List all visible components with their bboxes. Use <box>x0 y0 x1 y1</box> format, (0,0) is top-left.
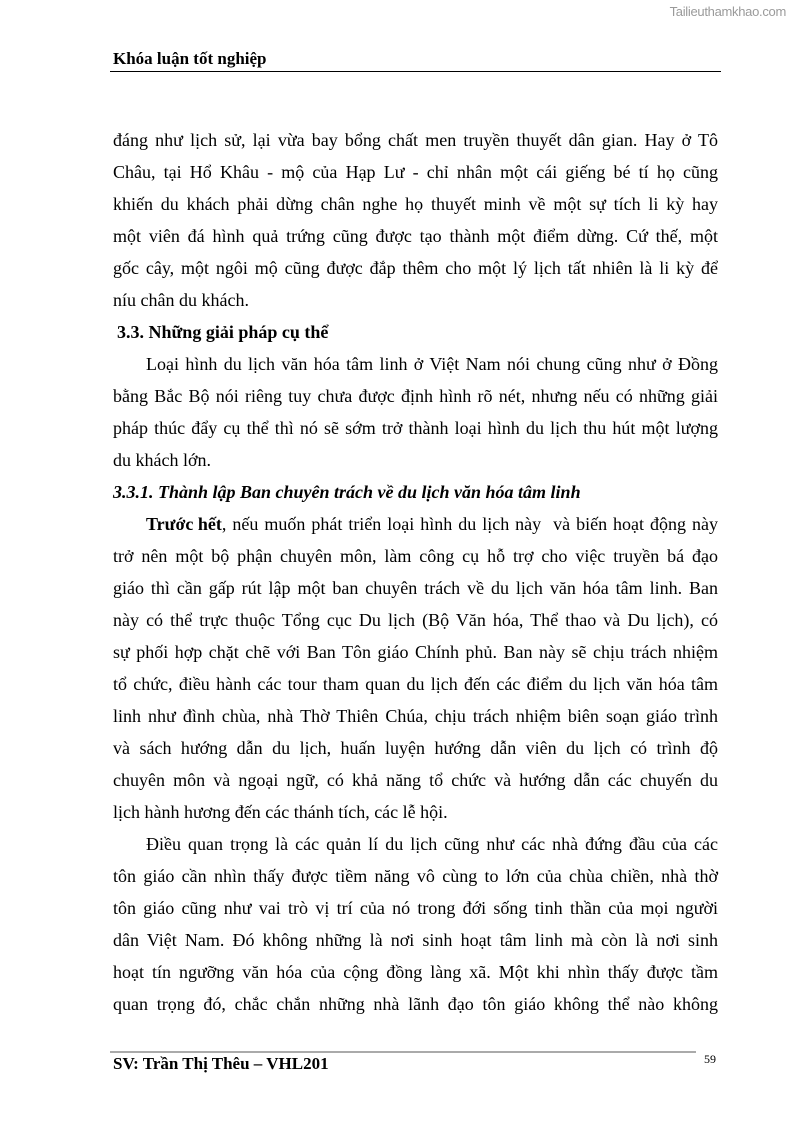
text-line: đáng như lịch sử, lại vừa bay bổng chất men truyền thuyết dân gian. Hay ở Tô <box>113 130 718 150</box>
text-line <box>113 508 718 540</box>
paragraph <box>113 828 718 1020</box>
text-line: sự phối hợp chặt chẽ với Ban Tôn giáo Chính phủ. Ban này sẽ chịu trách nhiệm <box>113 642 718 662</box>
text-line-rest: , nếu muốn phát triển loại hình du lịch này và biến hoạt động này <box>221 514 718 534</box>
text-line: Loại hình du lịch văn hóa tâm linh ở Việt Nam nói chung cũng như ở Đồng <box>146 354 718 374</box>
text-line: tôn giáo cũng như vai trò vị trí của nó trong đới sống tinh thần của mọi người <box>113 898 718 918</box>
footer-author: SV: Trần Thị Thêu – VHL201 <box>113 1054 329 1073</box>
text-line: và sách hướng dẫn du lịch, huấn luyện hướng dẫn viên du lịch có trình độ <box>113 738 718 758</box>
footer-rule <box>110 1051 696 1053</box>
text-line: quan trọng đó, chắc chắn những nhà lãnh đạo tôn giáo không thể nào không <box>113 994 718 1014</box>
text-line: gốc cây, một ngôi mộ cũng được đắp thêm cho một lý lịch tất nhiên là li kỳ để <box>113 258 718 278</box>
section-heading: 3.3. Những giải pháp cụ thể <box>117 322 329 342</box>
text-line: hoạt tín ngưỡng văn hóa của cộng đồng làng xã. Một khi nhìn thấy được tầm <box>113 962 718 982</box>
text-line: Điều quan trọng là các quản lí du lịch cũng như các nhà đứng đầu của các <box>146 834 718 854</box>
running-header: Khóa luận tốt nghiệp <box>113 49 267 68</box>
header-rule <box>110 71 721 72</box>
text-line: dân Việt Nam. Đó không những là nơi sinh hoạt tâm linh mà còn là nơi sinh <box>113 930 718 950</box>
text-line: du khách lớn. <box>113 450 211 470</box>
page-number: 59 <box>704 1052 716 1066</box>
text-line: chuyên môn và ngoại ngữ, có khả năng tổ chức và hướng dẫn các chuyến du <box>113 770 718 790</box>
text-line: pháp thúc đẩy cụ thể thì nó sẽ sớm trở thành loại hình du lịch thu hút một lượng <box>113 418 718 438</box>
bold-lead: Trước hết <box>146 514 222 534</box>
text-line: này có thể trực thuộc Tổng cục Du lịch (Bộ Văn hóa, Thể thao và Du lịch), có <box>113 610 718 630</box>
document-body <box>113 124 718 1020</box>
text-line: bằng Bắc Bộ nói riêng tuy chưa được định hình rõ nét, nhưng nếu có những giải <box>113 386 718 406</box>
text-line: khiến du khách phải dừng chân nghe họ thuyết minh về một sự tích li kỳ hay <box>113 194 718 214</box>
text-line: tôn giáo cần nhìn thấy được tiềm năng vô cùng to lớn của chùa chiền, nhà thờ <box>113 866 718 886</box>
text-line: Châu, tại Hổ Khâu - mộ của Hạp Lư - chỉ nhân một cái giếng bé tí họ cũng <box>113 162 718 182</box>
paragraph <box>113 348 718 476</box>
subsection-heading: 3.3.1. Thành lập Ban chuyên trách về du lịch văn hóa tâm linh <box>113 482 581 502</box>
text-line: lịch hành hương đến các thánh tích, các lễ hội. <box>113 802 448 822</box>
paragraph <box>113 124 718 316</box>
text-line: níu chân du khách. <box>113 290 249 310</box>
text-line: trở nên một bộ phận chuyên môn, làm công cụ hỗ trợ cho việc truyền bá đạo <box>113 546 718 566</box>
text-line: linh như đình chùa, nhà Thờ Thiên Chúa, chịu trách nhiệm biên soạn giáo trình <box>113 706 718 726</box>
text-line: giáo thì cần gấp rút lập một ban chuyên trách về du lịch văn hóa tâm linh. Ban <box>113 578 718 598</box>
text-line: tổ chức, điều hành các tour tham quan du lịch đến các điểm du lịch văn hóa tâm <box>113 674 718 694</box>
paragraph <box>113 508 718 828</box>
watermark: Tailieuthamkhao.com <box>669 4 786 19</box>
text-line: một viên đá hình quả trứng cũng được tạo thành một điểm dừng. Cứ thế, một <box>113 226 718 246</box>
